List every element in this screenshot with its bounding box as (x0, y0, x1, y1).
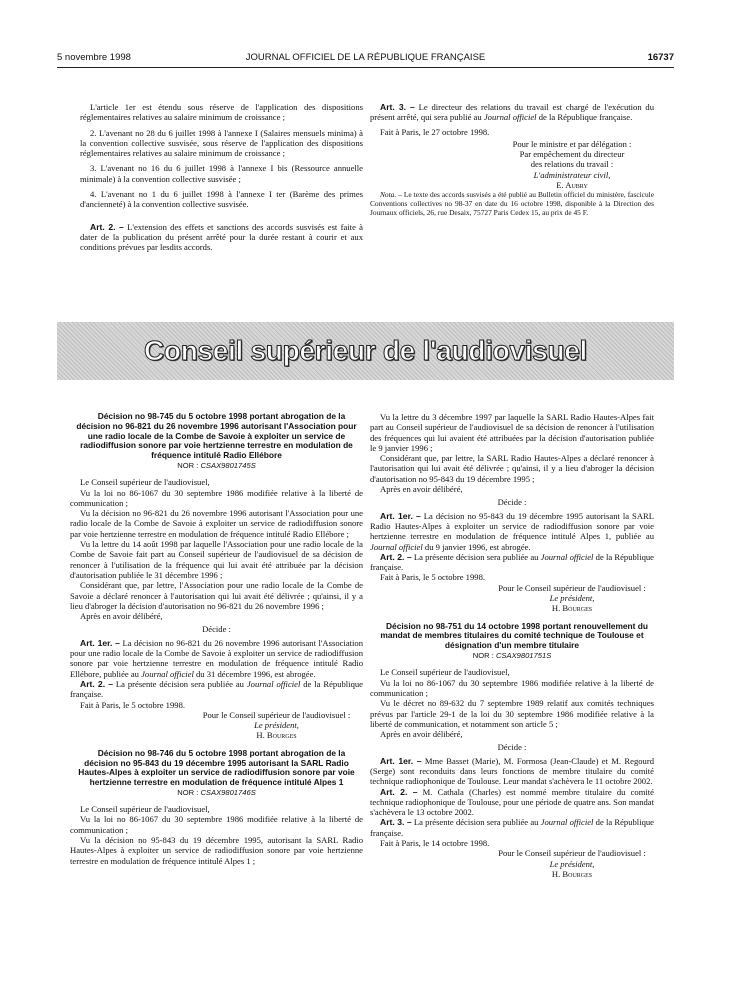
top-right-column (370, 102, 654, 217)
paragraph: Considérant que, par lettre, l'Association pour une radio locale de la Combe de Savoie a déclaré renoncer à l'autorisation qui lui avait été délivrée ; qu'ainsi, il y a lieu d'abroger la décision d'autorisation no 96-821 du 26 novembre 1996 ; (70, 580, 363, 611)
nota-label: Nota. (380, 190, 397, 200)
signature-line: Pour le Conseil supérieur de l'audiovisuel : (202, 709, 351, 720)
nor-label: NOR : (472, 651, 496, 661)
signature-line: Pour le Conseil supérieur de l'audiovisuel : (498, 582, 646, 593)
nor-reference (70, 461, 363, 471)
paragraph: L'article 1er est étendu sous réserve de l'application des dispositions réglementaires relatives au salaire minimum de croissance ; (80, 102, 363, 123)
decision-title: Décision no 98-751 du 14 octobre 1998 portant renouvellement du mandat de membres titulaires du comité technique de Toulouse et désignation d'un membre titulaire (380, 620, 649, 651)
article-text: du 31 décembre 1996, est abrogée. (193, 668, 316, 679)
signature-line: Par empêchement du directeur (519, 149, 625, 160)
page-number: 16737 (647, 52, 674, 63)
page-date: 5 novembre 1998 (57, 52, 131, 63)
article-label: Art. 3. – (380, 102, 415, 112)
signature-line: Pour le Conseil supérieur de l'audiovisuel : (498, 848, 646, 859)
paragraph: Le Conseil supérieur de l'audiovisuel, (380, 667, 510, 678)
journal-ref: Journal officiel (141, 668, 194, 679)
fait-line: Fait à Paris, le 14 octobre 1998. (380, 838, 490, 849)
decide-heading: Décide : (202, 624, 231, 635)
article-text: La présente décision sera publiée au (411, 817, 541, 828)
article-label: Art. 2. – (90, 221, 124, 232)
nor-label: NOR : (177, 787, 201, 797)
header-rule (57, 67, 674, 68)
paragraph: Le Conseil supérieur de l'audiovisuel, (80, 477, 210, 488)
signature-name: H. Bourges (256, 730, 297, 741)
journal-ref: Journal officiel (540, 551, 594, 562)
signature-line: des relations du travail : (530, 159, 614, 170)
article-text: La présente décision sera publiée au (411, 551, 541, 562)
paragraph: Vu le décret no 89-632 du 7 septembre 1989 relatif aux comités techniques prévus par l'article 29-1 de la loi du 30 septembre 1986 modifiée relative à la liberté de communication, et notamment son article 5 ; (370, 698, 654, 729)
nor-reference (70, 788, 363, 798)
signature-name: H. Bourges (551, 603, 593, 614)
nota-text: – Le texte des accords susvisés a été publié au Bulletin officiel du ministère, fascicule Conventions collectives no 98-37 en date du 16 octobre 1998, disponible à la Direction des Journaux officiels, 26, rue Desaix, 75727 Paris Cedex 15, au prix de 45 F. (370, 190, 654, 218)
banner-title: Conseil supérieur de l'audiovisuel (143, 335, 588, 366)
nor-code: CSAX9801746S (200, 787, 256, 797)
signature-line: Le président, (549, 858, 595, 869)
paragraph: 3. L'avenant no 16 du 6 juillet 1998 à l'annexe I bis (Ressource annuelle minimale) à la convention collective susvisée ; (80, 163, 363, 184)
journal-ref: Journal officiel (483, 112, 537, 123)
article-label: Art. 2. – (380, 786, 418, 797)
paragraph: Vu la loi no 86-1067 du 30 septembre 1986 modifiée relative à la liberté de communication ; (70, 487, 363, 508)
article-label: Art. 2. – (80, 678, 114, 689)
article-1 (70, 638, 363, 679)
article-text: Le directeur des relations du travail est chargé de l'exécution du présent arrêté, qui sera publié au (370, 102, 654, 123)
article-3 (370, 817, 654, 838)
article-text: de la République française. (70, 678, 363, 700)
section-banner (57, 322, 674, 380)
fait-line: Fait à Paris, le 5 octobre 1998. (380, 572, 486, 583)
article-text: La décision no 95-843 du 19 décembre 1995 autorisant la SARL Radio Hautes-Alpes à exploiter un service de radiodiffusion sonore par voie hertzienne terrestre en modulation de fréquence intitulé Alpes 1, publiée au (370, 510, 655, 542)
nor-reference (370, 651, 654, 661)
paragraph: Après en avoir délibéré, (80, 611, 163, 622)
article-text: L'extension des effets et sanctions des accords susvisés est faite à dater de la publication du présent arrêté pour la durée restant à courir et aux conditions prévues par lesdits accords. (80, 221, 363, 253)
article-label: Art. 2. – (380, 551, 412, 562)
journal-title: JOURNAL OFFICIEL DE LA RÉPUBLIQUE FRANÇAISE (245, 52, 486, 63)
article-1 (370, 756, 654, 787)
article-label: Art. 1er. – (80, 637, 120, 648)
article-text: du 9 janvier 1996, est abrogée. (422, 541, 531, 552)
right-column (370, 412, 654, 879)
article-label: Art. 1er. – (380, 755, 422, 766)
journal-ref: Journal officiel (370, 541, 423, 552)
signature-name: E. Aubry (556, 180, 588, 191)
article-label: Art. 3. – (380, 817, 412, 828)
article-2 (370, 787, 654, 818)
article-1 (370, 511, 654, 552)
paragraph: Considérant que, par lettre, la SARL Radio Hautes-Alpes a déclaré renoncer à l'autorisation qui lui avait été délivrée ; qu'ainsi, il y a lieu d'abroger la décision d'autorisation no 95-843 du 19 décembre 1995 ; (370, 453, 654, 484)
article-2 (370, 552, 654, 573)
signature-line: Pour le ministre et par délégation : (512, 138, 632, 149)
top-left-column (80, 102, 363, 253)
article-3 (370, 102, 654, 123)
decision-title: Décision no 98-745 du 5 octobre 1998 portant abrogation de la décision no 96-821 du 26 novembre 1996 autorisant l'Association pour une radio locale de la Combe de Savoie à exploiter un service de radiodiffusion sonore par voie hertzienne terrestre en modulation de fréquence intitulé Radio Ellébore (76, 411, 357, 461)
paragraph: 4. L'avenant no 1 du 6 juillet 1998 à l'annexe I ter (Barème des primes d'ancienneté) à la convention collective susvisée. (80, 189, 363, 210)
decide-heading: Décide : (497, 497, 527, 508)
paragraph: Après en avoir délibéré, (380, 729, 463, 740)
article-text: de la République française. (536, 112, 633, 123)
left-column (70, 412, 363, 866)
article-text: M. Cathala (Charles) est nommé membre titulaire du comité technique radiophonique de Toulouse, pour une période de quatre ans. Son mandat s'achèvera le 13 octobre 2002. (370, 786, 654, 818)
paragraph: Après en avoir délibéré, (380, 484, 463, 495)
journal-ref: Journal officiel (246, 678, 301, 689)
nor-code: CSAX9801745S (200, 460, 256, 470)
article-2 (80, 222, 363, 253)
paragraph: Vu la loi no 86-1067 du 30 septembre 1986 modifiée relative à la liberté de communication ; (70, 814, 363, 835)
paragraph: Le Conseil supérieur de l'audiovisuel, (80, 804, 210, 815)
paragraph: Vu la loi no 86-1067 du 30 septembre 1986 modifiée relative à la liberté de communication ; (370, 677, 654, 698)
signature-line: Le président, (549, 593, 595, 604)
nor-code: CSAX9801751S (495, 651, 552, 661)
nor-label: NOR : (177, 460, 201, 470)
article-text: La présente décision sera publiée au (113, 678, 247, 689)
fait-line: Fait à Paris, le 27 octobre 1998. (380, 126, 490, 137)
paragraph: 2. L'avenant no 28 du 6 juillet 1998 à l'annexe I (Salaires mensuels minima) à la convention collective susvisée, sous réserve de l'application des dispositions réglementaires relatives au salaire minimum de croissance ; (80, 127, 363, 159)
article-label: Art. 1er. – (380, 510, 421, 521)
paragraph: Vu la lettre du 14 août 1998 par laquelle l'Association pour une radio locale de la Combe de Savoie fait part au Conseil supérieur de l'audiovisuel de sa décision de renoncer à l'utilisation de la fréquence qui lui avait été attribuée par la décision d'autorisation publiée le 31 décembre 1996 ; (70, 539, 363, 580)
paragraph: Vu la décision no 96-821 du 26 novembre 1996 autorisant l'Association pour une radio locale de la Combe de Savoie à exploiter un service de radiodiffusion sonore par voie hertzienne terrestre en modulation de fréquence intitulé Radio Ellébore ; (70, 508, 363, 539)
article-text: de la République française. (370, 817, 654, 838)
paragraph: Vu la lettre du 3 décembre 1997 par laquelle la SARL Radio Hautes-Alpes fait part au Conseil supérieur de l'audiovisuel de sa décision de renoncer à l'utilisation des fréquences qui lui avaient été attribuées par la décision d'autorisation publiée le 9 janvier 1996 ; (370, 412, 654, 453)
signature-name: H. Bourges (551, 868, 593, 879)
signature-line: L'administrateur civil, (533, 169, 611, 180)
article-2 (70, 679, 363, 700)
fait-line: Fait à Paris, le 5 octobre 1998. (80, 699, 186, 710)
article-text: de la République française. (370, 551, 654, 573)
paragraph: Vu la décision no 95-843 du 19 décembre 1995, autorisant la SARL Radio Hautes-Alpes à exploiter un service de radiodiffusion sonore par voie hertzienne terrestre en modulation de fréquence intitulé Alpes 1 ; (70, 835, 363, 866)
article-text: La décision no 96-821 du 26 novembre 1996 autorisant l'Association pour une radio locale de la Combe de Savoie à exploiter un service de radiodiffusion sonore par voie hertzienne terrestre en modulation de fréquence intitulé Radio Ellébore, publiée au (70, 637, 364, 679)
nota (370, 190, 654, 217)
decision-title: Décision no 98-746 du 5 octobre 1998 portant abrogation de la décision no 95-843 du 19 décembre 1995 autorisant la SARL Radio Hautes-Alpes à exploiter un service de radiodiffusion sonore par voie hertzienne terrestre en modulation de fréquence intitulé Alpes 1 (78, 747, 355, 788)
article-text: Mme Basset (Marie), M. Formosa (Jean-Claude) et M. Regourd (Serge) sont reconduits dans leurs fonctions de membre titulaire du comité technique radiophonique de Toulouse. Leur mandat s'achèvera le 11 octobre 2002. (370, 755, 654, 787)
decide-heading: Décide : (497, 742, 527, 753)
journal-ref: Journal officiel (540, 817, 594, 828)
signature-line: Le président, (254, 720, 299, 731)
